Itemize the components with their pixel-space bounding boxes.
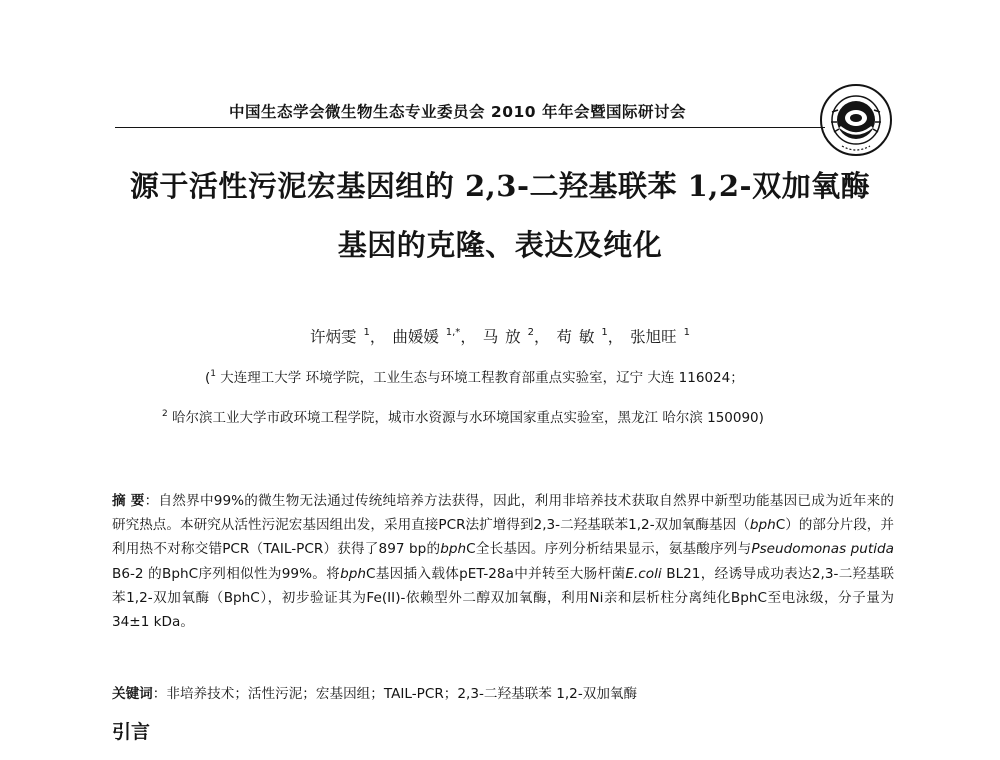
keywords: 关键词：非培养技术；活性污泥；宏基因组；TAIL-PCR；2,3-二羟基联苯 1,2-双加氧酶 [112,686,638,702]
author-list: 许炳雯 $^1$， 曲媛媛 $^{1,*}$， 马 放 $^2$， 苟 敏 $^1$， 张旭旺 $^1$ [310,327,690,346]
abstract-label: 摘 要 [112,493,145,509]
author: 张旭旺 $^1$ [630,327,690,346]
section-heading-introduction: 引言 [112,721,151,743]
paper-title-line-1: 源于活性污泥宏基因组的 2,3-二羟基联苯 1,2-双加氧酶 [129,169,871,203]
keywords-label: 关键词 [112,686,153,702]
affiliation-1: ($^1$ 大连理工大学 环境学院，工业生态与环境工程教育部重点实验室，辽宁 大连 116024； [205,369,744,386]
abstract: 摘 要：自然界中99%的微生物无法通过传统纯培养方法获得，因此，利用非培养技术获取自然界中新型功能基因已成为近年来的研究热点。本研究从活性污泥宏基因组出发，采用直接PCR法扩增得到2,3-二羟基联苯1,2-双加氧酶基因（bphC）的部分片段，并利用热不对称交错PCR（TAIL-PCR）获得了897 bp的bphC全长基因。序列分析结果显示，氨基酸序列与Pseudomonas putida B6-2 的BphC序列相似性为99%。将bphC基因插入载体pET-28a中并转至大肠杆菌E.coli BL21，经诱导成功表达2,3-二羟基联苯1,2-双加氧酶（BphC），初步验证其为Fe(II)-依赖型外二醇双加氧酶，利用Ni亲和层析柱分离纯化BphC至电泳级，分子量为34±1 kDa。 [112,493,895,631]
microbial-ecology-emblem-icon [818,82,894,158]
author: 曲媛媛 $^{1,*}$ [392,327,461,346]
author: 马 放 $^2$ [482,327,534,346]
affiliation-2: $^2$ 哈尔滨工业大学市政环境工程学院，城市水资源与水环境国家重点实验室，黑龙江 哈尔滨 150090) [162,409,764,426]
header-rule [115,127,825,128]
paper-title-line-2: 基因的克隆、表达及纯化 [337,228,663,262]
conference-header: 中国生态学会微生物生态专业委员会 2010 年年会暨国际研讨会 [229,103,686,121]
author: 苟 敏 $^1$ [556,327,608,346]
author: 许炳雯 $^1$ [310,327,370,346]
